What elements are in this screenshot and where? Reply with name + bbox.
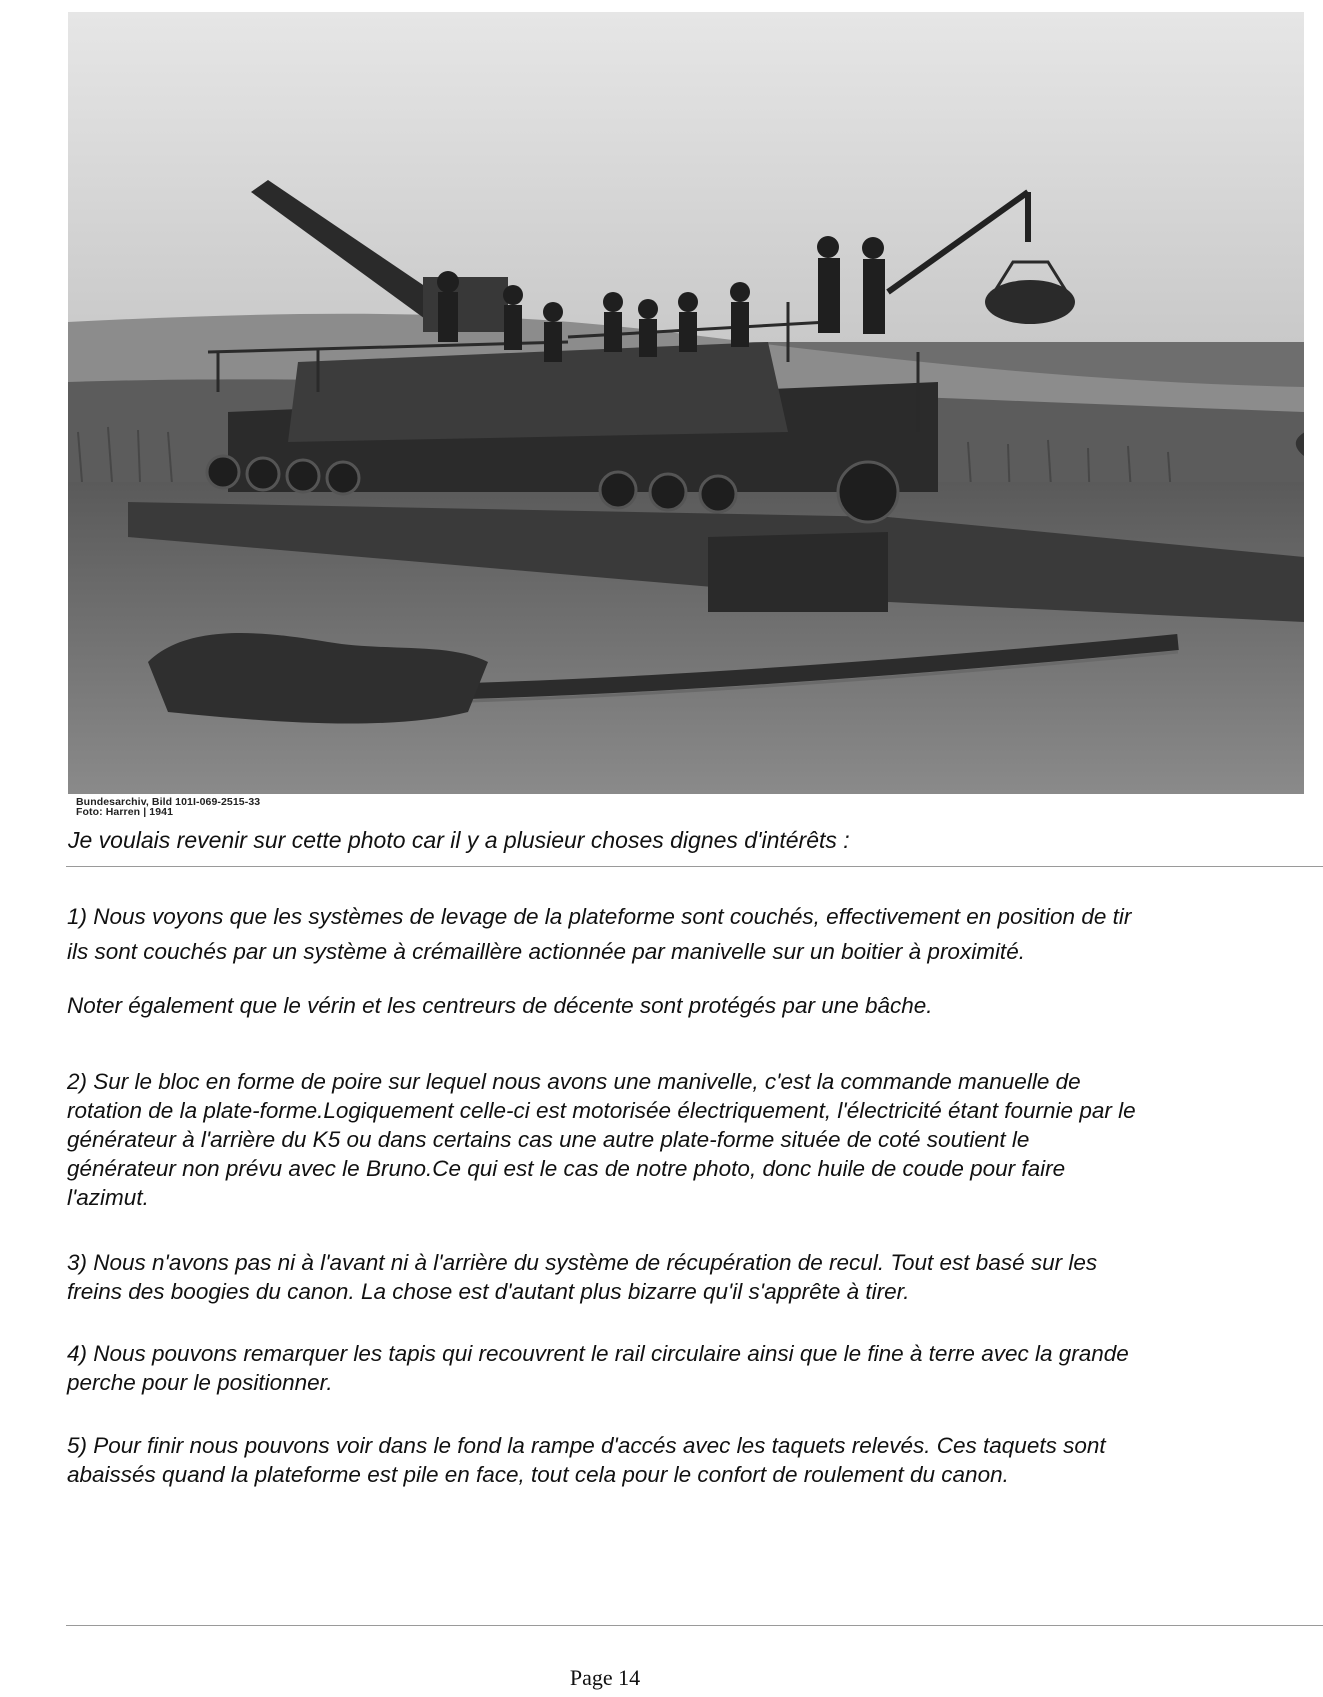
historical-photo xyxy=(68,12,1304,794)
paragraph-line: 5) Pour finir nous pouvons voir dans le fond la rampe d'accés avec les taquets relevés. Ces taquets sont xyxy=(67,1433,1106,1458)
paragraph-line: rotation de la plate-forme.Logiquement celle-ci est motorisée électriquement, l'électricité étant fournie par le xyxy=(67,1098,1136,1123)
paragraph-5 xyxy=(67,1431,1323,1489)
railway-gun-photo-illustration xyxy=(68,12,1304,794)
divider-bottom xyxy=(66,1625,1323,1626)
paragraph-line: freins des boogies du canon. La chose est d'autant plus bizarre qu'il s'apprête à tirer. xyxy=(67,1279,910,1304)
divider-top xyxy=(66,866,1323,867)
photo-credit-archive: Bundesarchiv, Bild 101I-069-2515-33 xyxy=(76,796,261,808)
paragraph-line: générateur non prévu avec le Bruno.Ce qui est le cas de notre photo, donc huile de coude pour faire xyxy=(67,1156,1066,1181)
paragraph-2 xyxy=(67,1067,1323,1212)
paragraph-line: générateur à l'arrière du K5 ou dans certains cas une autre plate-forme située de coté soutient le xyxy=(67,1127,1030,1152)
photo-credit-photographer: Foto: Harren | 1941 xyxy=(76,806,174,818)
paragraph-3 xyxy=(67,1248,1323,1306)
paragraph-line: Noter également que le vérin et les centreurs de décente sont protégés par une bâche. xyxy=(67,993,933,1018)
paragraph-line: 3) Nous n'avons pas ni à l'avant ni à l'arrière du système de récupération de recul. Tout est basé sur les xyxy=(67,1250,1098,1275)
paragraph-line: ils sont couchés par un système à crémaillère actionnée par manivelle sur un boitier à proximité. xyxy=(67,939,1025,964)
intro-text: Je voulais revenir sur cette photo car il y a plusieur choses dignes d'intérêts : xyxy=(68,827,850,853)
paragraph-1-note xyxy=(67,991,1323,1020)
paragraph-line: 4) Nous pouvons remarquer les tapis qui recouvrent le rail circulaire ainsi que le fine à terre avec la grande xyxy=(67,1341,1129,1366)
paragraph-4 xyxy=(67,1339,1323,1397)
paragraph-line: l'azimut. xyxy=(67,1185,149,1210)
paragraph-line: 1) Nous voyons que les systèmes de levage de la plateforme sont couchés, effectivement en position de tir xyxy=(67,904,1132,929)
paragraph-line: perche pour le positionner. xyxy=(67,1370,333,1395)
photo-credit xyxy=(76,797,260,817)
page-number: Page 14 xyxy=(569,1665,641,1690)
paragraph-1 xyxy=(67,899,1323,969)
paragraph-line: 2) Sur le bloc en forme de poire sur lequel nous avons une manivelle, c'est la commande manuelle de xyxy=(67,1069,1081,1094)
paragraph-line: abaissés quand la plateforme est pile en face, tout cela pour le confort de roulement du canon. xyxy=(67,1462,1009,1487)
